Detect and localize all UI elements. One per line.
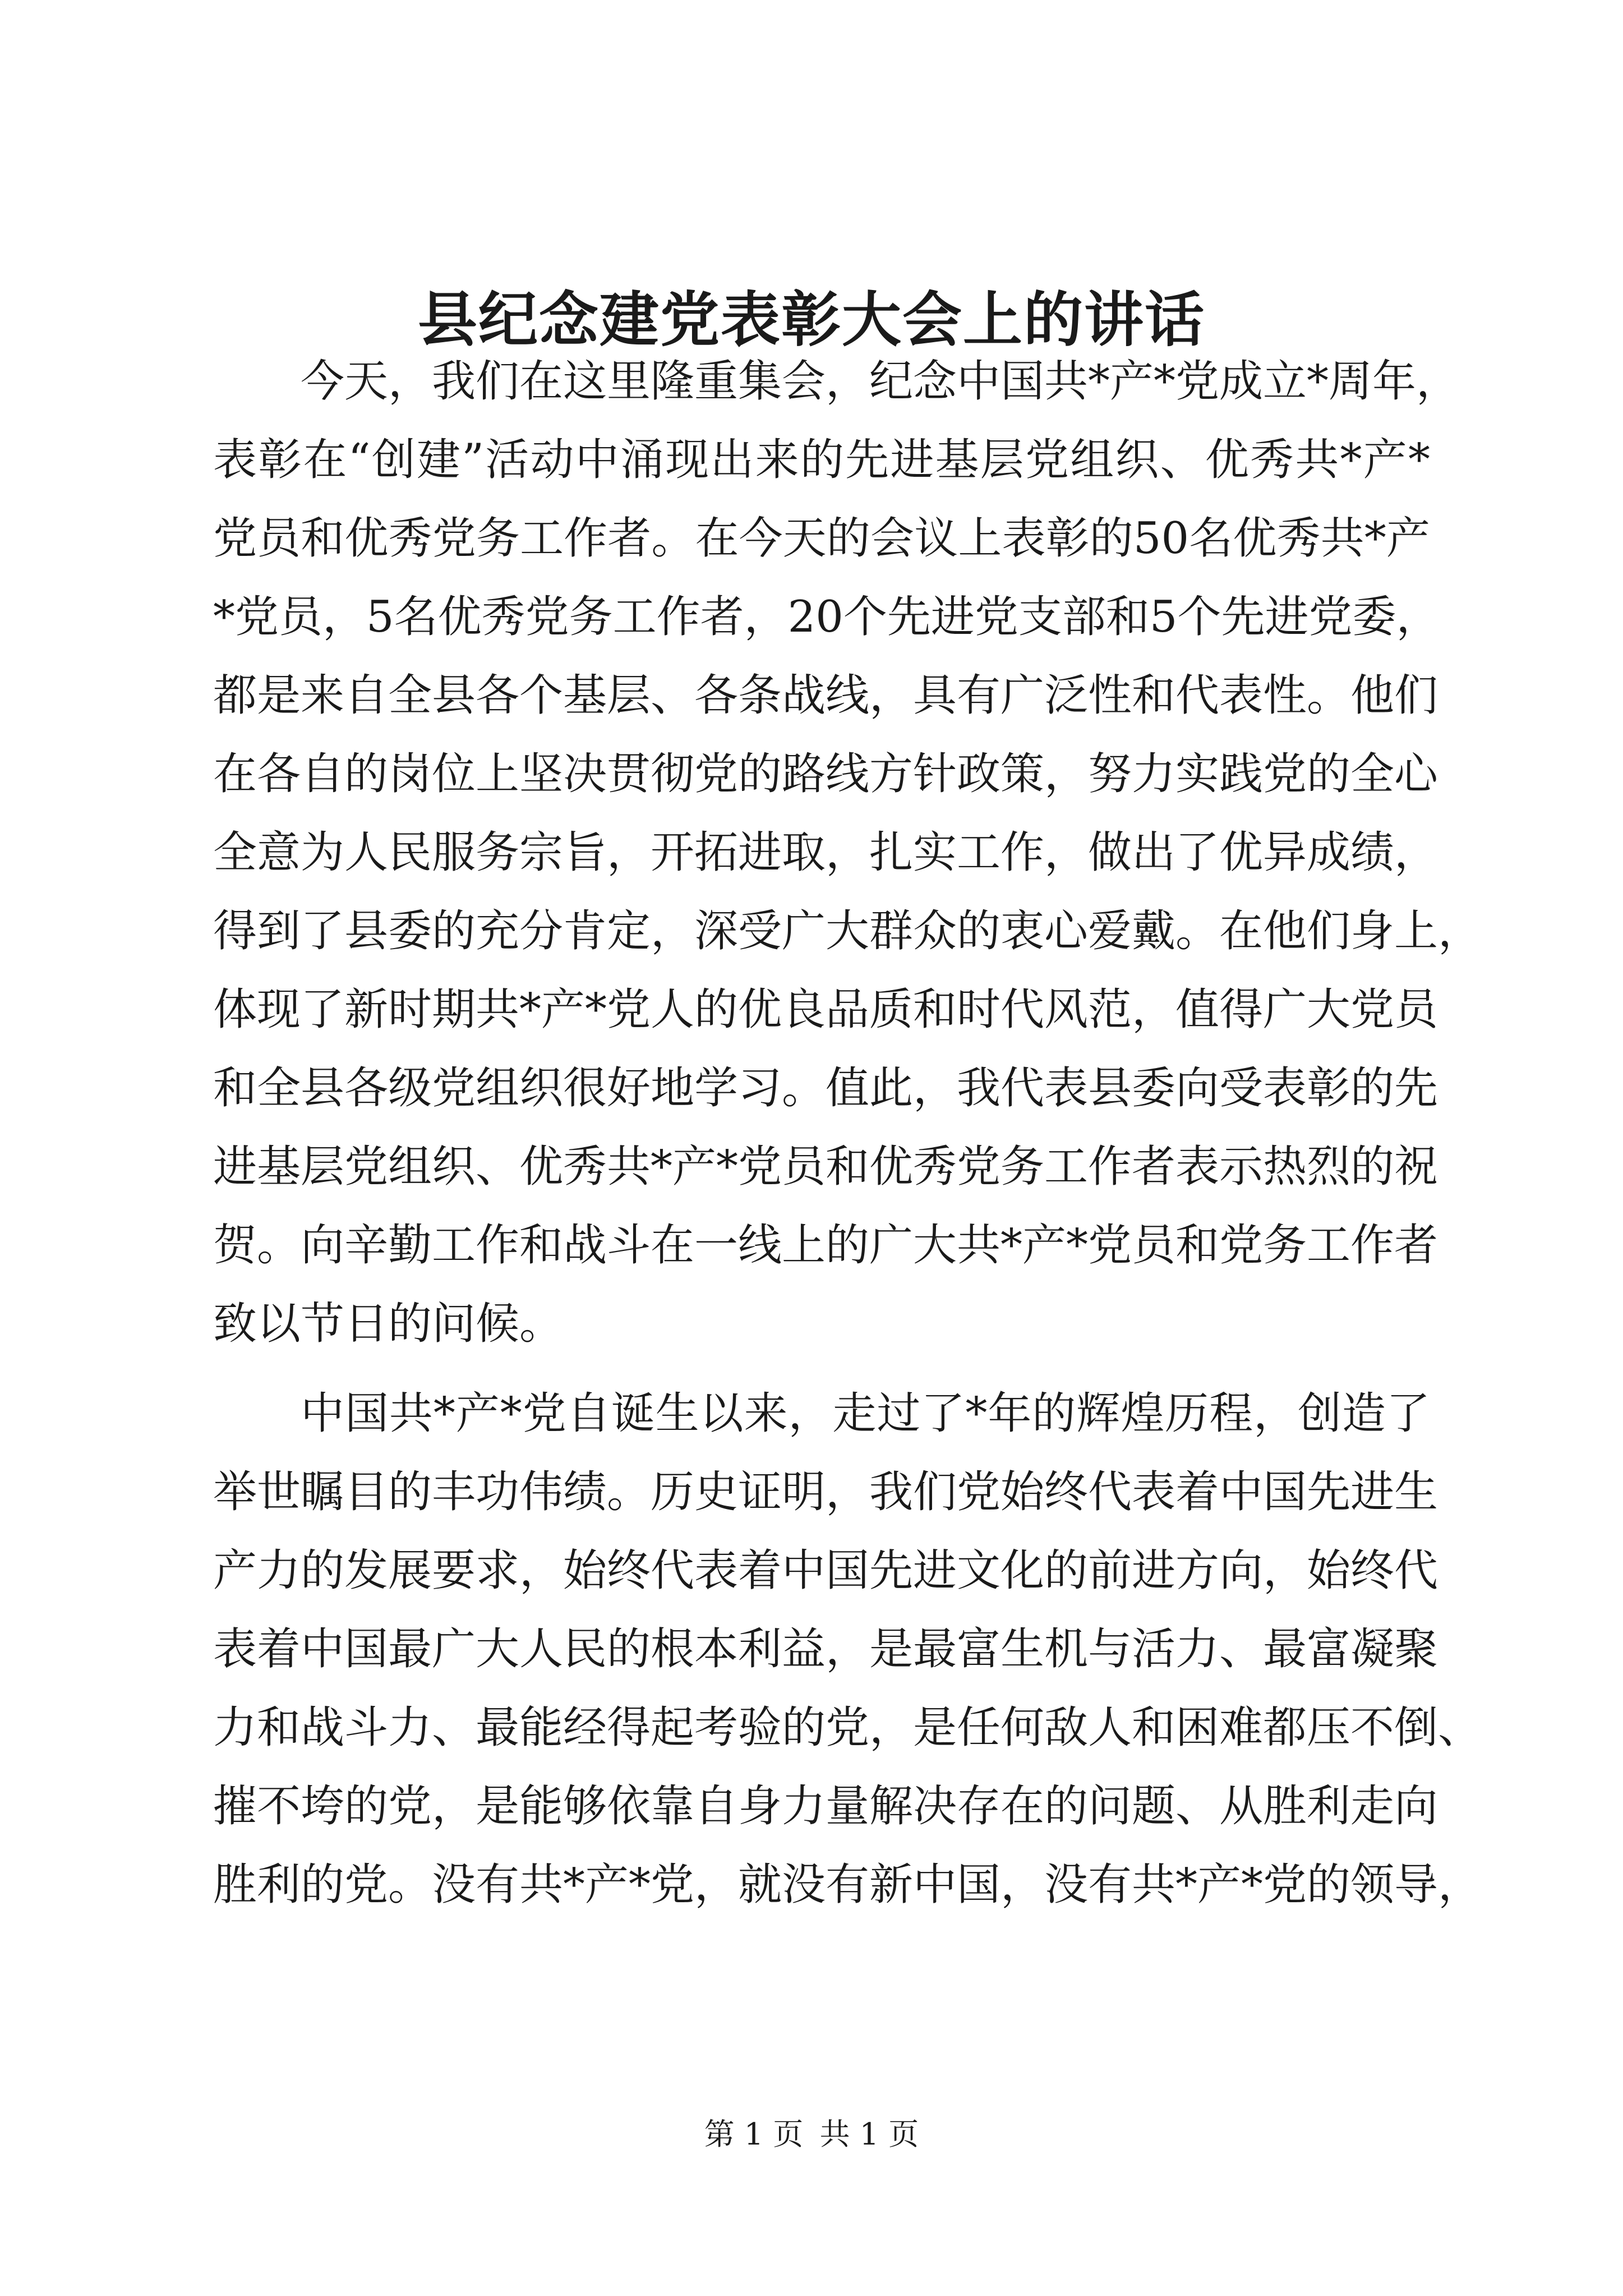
paragraph-line: 产力的发展要求，始终代表着中国先进文化的前进方向，始终代	[213, 1545, 1438, 1596]
paragraph-line: 表彰在“创建”活动中涌现出来的先进基层党组织、优秀共*产*	[213, 435, 1430, 485]
paragraph-line: 摧不垮的党，是能够依靠自身力量解决存在的问题、从胜利走向	[213, 1781, 1438, 1832]
paragraph-line: 举世瞩目的丰功伟绩。历史证明，我们党始终代表着中国先进生	[213, 1467, 1438, 1517]
paragraph-spacer	[213, 1363, 1430, 1374]
paragraph-line: 贺。向辛勤工作和战斗在一线上的广大共*产*党员和党务工作者	[213, 1220, 1438, 1271]
page-total-label: 共 1 页	[819, 2116, 919, 2152]
paragraph-line: 全意为人民服务宗旨，开拓进取，扎实工作，做出了优异成绩，	[213, 827, 1438, 878]
paragraph-line: 胜利的党。没有共*产*党，就没有新中国，没有共*产*党的领导，	[213, 1860, 1482, 1910]
paragraph-line: 体现了新时期共*产*党人的优良品质和时代风范，值得广大党员	[213, 984, 1438, 1035]
paragraph-line: 和全县各级党组织很好地学习。值此，我代表县委向受表彰的先	[213, 1063, 1438, 1114]
document-body	[213, 342, 1482, 1924]
paragraph-line: 在各自的岗位上坚决贯彻党的路线方针政策，努力实践党的全心	[213, 749, 1438, 799]
paragraph-line: 今天，我们在这里隆重集会，纪念中国共*产*党成立*周年，	[301, 356, 1460, 407]
paragraph-line: 表着中国最广大人民的根本利益，是最富生机与活力、最富凝聚	[213, 1624, 1438, 1674]
paragraph-line: 都是来自全县各个基层、各条战线，具有广泛性和代表性。他们	[213, 670, 1438, 721]
paragraph-line: 中国共*产*党自诞生以来，走过了*年的辉煌历程，创造了	[301, 1388, 1430, 1439]
paragraph-2	[213, 1374, 1482, 1924]
document-title: 县纪念建党表彰大会上的讲话	[418, 284, 1205, 355]
paragraph-line: 得到了县委的充分肯定，深受广大群众的衷心爱戴。在他们身上，	[213, 906, 1482, 956]
paragraph-line: 力和战斗力、最能经得起考验的党，是任何敌人和困难都压不倒、	[213, 1703, 1482, 1753]
paragraph-line: 致以节日的问候。	[213, 1299, 564, 1349]
paragraph-line: *党员，5名优秀党务工作者，20个先进党支部和5个先进党委，	[213, 592, 1440, 642]
paragraph-1	[213, 342, 1482, 1363]
page-number-label: 第 1 页	[704, 2116, 804, 2152]
page-footer	[0, 2115, 1623, 2154]
paragraph-line: 进基层党组织、优秀共*产*党员和优秀党务工作者表示热烈的祝	[213, 1142, 1438, 1192]
paragraph-line: 党员和优秀党务工作者。在今天的会议上表彰的50名优秀共*产	[213, 513, 1430, 564]
